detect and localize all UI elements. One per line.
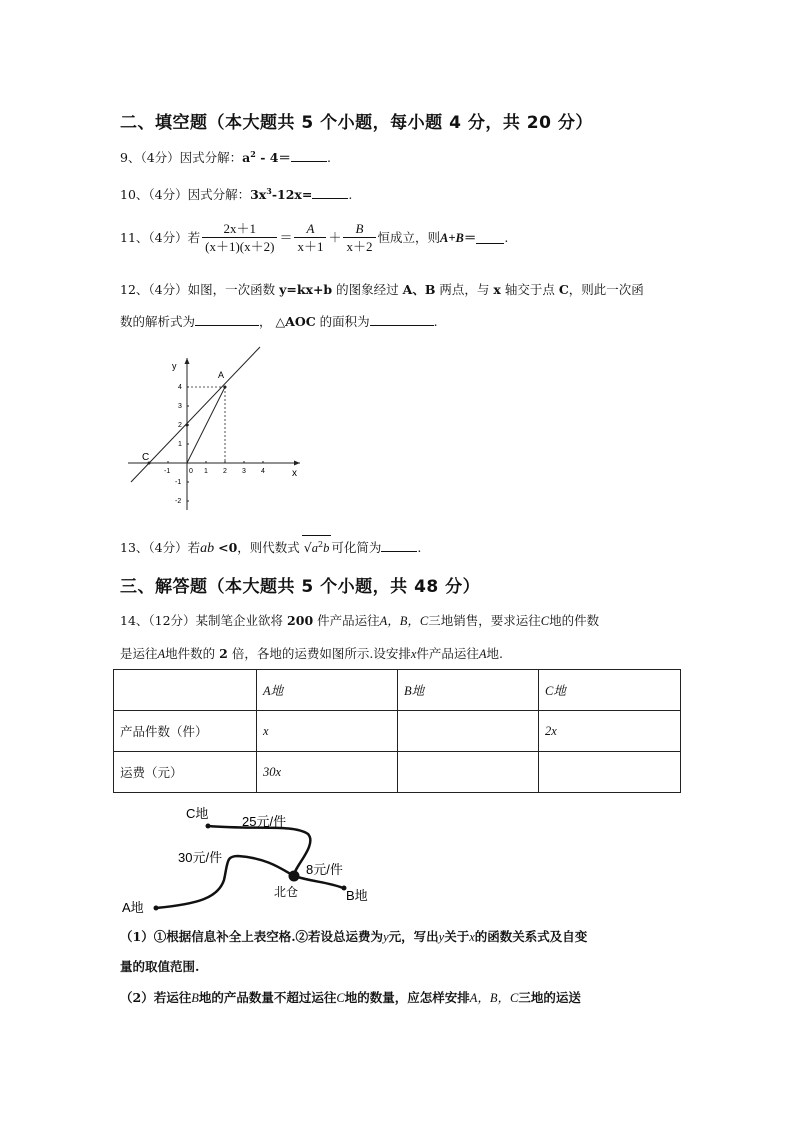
table-cell: 运费（元） <box>114 752 257 793</box>
cost-b-label: 8元/件 <box>306 862 343 877</box>
table-cell[interactable] <box>539 752 681 793</box>
question-9 <box>120 145 331 167</box>
x-tick: 3 <box>242 468 246 475</box>
question-9-expr-sup: 2 <box>250 149 256 159</box>
table-row <box>114 711 681 752</box>
y-tick: 3 <box>178 403 182 410</box>
table-cell[interactable] <box>398 752 539 793</box>
y-tick: 2 <box>178 422 182 429</box>
segment-oa <box>187 387 225 463</box>
question-10-expr-rest: -12x= <box>271 187 313 203</box>
x-tick: 4 <box>261 468 265 475</box>
question-9-label: 9、（4分）因式分解： <box>120 150 243 166</box>
question-11-label: 11、（4分）若 <box>120 229 201 245</box>
question-10-label: 10、（4分）因式分解： <box>120 187 251 203</box>
place-a-label: A地 <box>122 900 144 915</box>
route-hub-to-b <box>294 876 343 888</box>
question-14-line-2: 是运往A地件数的 2 倍，各地的运费如图所示.设安排x件产品运往A地. <box>120 646 504 661</box>
question-10 <box>120 182 352 204</box>
table-cell: 30x <box>257 752 398 793</box>
c-marker <box>206 824 211 829</box>
route-c-to-hub <box>208 826 310 876</box>
point-a-dot <box>224 386 227 389</box>
route-map <box>118 800 408 920</box>
x-tick: 0 <box>189 468 193 475</box>
y-tick: 1 <box>178 441 182 448</box>
question-10-end: . <box>348 187 353 203</box>
answer-blank[interactable] <box>476 231 504 244</box>
equals-sign: ＝ <box>279 229 293 245</box>
a-marker <box>154 906 159 911</box>
sub-question-2: （2）若运往B地的产品数量不超过运往C地的数量，应怎样安排A，B，C三地的运送 <box>120 990 581 1005</box>
table-cell: 产品件数（件） <box>114 711 257 752</box>
question-11-eq: ＝ <box>463 229 477 245</box>
place-b-label: B地 <box>346 888 368 903</box>
x-tick: 2 <box>223 468 227 475</box>
fraction-1: $\frac{2x+1}{(x+1)(x+2)}$ <box>202 220 277 255</box>
x-tick-labels <box>164 468 265 475</box>
y-tick: 4 <box>178 384 182 391</box>
hub-marker <box>289 871 300 882</box>
table-header-row <box>114 670 681 711</box>
x-tick: 1 <box>204 468 208 475</box>
y-tick: -2 <box>175 498 182 505</box>
answer-blank[interactable] <box>370 313 434 326</box>
table-cell[interactable] <box>398 711 539 752</box>
question-11 <box>120 220 508 255</box>
shipping-table <box>113 669 681 793</box>
route-a-to-hub <box>156 856 294 908</box>
cost-a-label: 30元/件 <box>178 850 223 865</box>
point-a-label: A <box>218 370 225 380</box>
answer-blank[interactable] <box>381 539 417 552</box>
section-2-heading: 二、填空题（本大题共 5 个小题，每小题 4 分，共 20 分） <box>120 113 593 133</box>
answer-blank[interactable] <box>195 313 259 326</box>
y-tick: -1 <box>175 479 182 486</box>
question-9-expr-a: a <box>242 150 251 166</box>
point-b <box>186 424 189 427</box>
sub-question-1-line-2: 量的取值范围. <box>120 959 200 974</box>
question-11-end: . <box>504 229 509 245</box>
plus-sign: ＋ <box>328 229 342 245</box>
question-12-line-1: 12、（4分）如图，一次函数 y=kx+b 的图象经过 A、B 两点，与 x 轴交于点 C，则此一次函 <box>120 282 644 297</box>
x-tick: -1 <box>164 468 171 475</box>
table-cell: C地 <box>539 670 681 711</box>
square-root: $√a^2b$ <box>302 535 332 557</box>
sub-question-1-line-1: （1）①根据信息补全上表空格.②若设总运费为y元，写出y关于x的函数关系式及自变 <box>120 929 588 944</box>
fraction-2: $\frac{A}{x+1}$ <box>294 220 326 255</box>
line-y-equals-x-plus-2 <box>131 347 260 482</box>
cost-c-label: 25元/件 <box>242 814 287 829</box>
point-c-label: C <box>142 452 150 463</box>
answer-blank[interactable] <box>312 186 348 199</box>
hub-label: 北仓 <box>274 885 299 899</box>
table-row <box>114 752 681 793</box>
y-axis-arrow <box>185 358 190 364</box>
question-9-end: . <box>326 150 331 166</box>
question-14-line-1: 14、（12分）某制笔企业欲将 200 件产品运往A，B，C三地销售，要求运往C地的件数 <box>120 613 600 628</box>
table-cell <box>114 670 257 711</box>
question-13: 13、（4分）若ab <0，则代数式 $√a^2b$ 可化简为 . <box>120 535 421 558</box>
y-tick-labels <box>175 384 182 505</box>
table-cell: B地 <box>398 670 539 711</box>
question-12-line-2: 数的解析式为 ， △AOC 的面积为 . <box>120 314 438 329</box>
section-3-heading: 三、解答题（本大题共 5 个小题，共 48 分） <box>120 577 481 597</box>
x-axis-arrow <box>294 461 300 466</box>
y-axis-label: y <box>172 361 177 371</box>
x-axis-label: x <box>292 468 297 479</box>
question-9-expr-rest: - 4＝ <box>255 150 291 166</box>
table-cell: x <box>257 711 398 752</box>
fraction-3: $\frac{B}{x+2}$ <box>343 220 375 255</box>
question-10-expr-sup: 3 <box>266 186 272 196</box>
place-c-label: C地 <box>186 806 209 821</box>
question-10-expr-a: 3x <box>250 187 267 203</box>
function-graph <box>120 340 310 520</box>
answer-blank[interactable] <box>291 149 327 162</box>
table-cell: 2x <box>539 711 681 752</box>
question-11-tail: 恒成立，则 <box>377 229 441 245</box>
question-11-ab: A+B <box>440 230 464 245</box>
table-cell: A地 <box>257 670 398 711</box>
